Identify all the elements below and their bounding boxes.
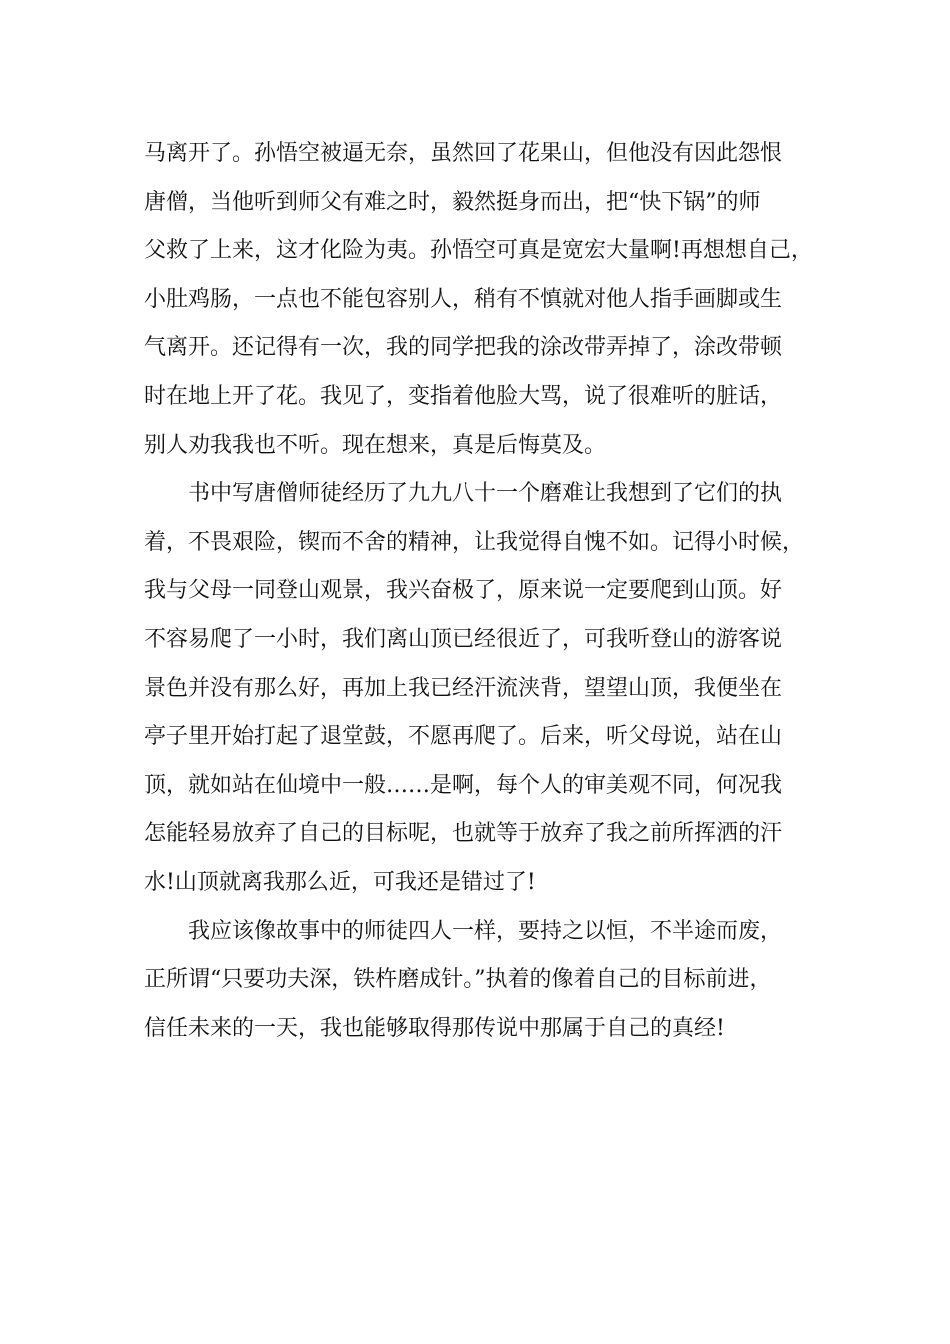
text-line: 马离开了。孙悟空被逼无奈，虽然回了花果山，但他没有因此怨恨: [144, 141, 783, 166]
text-line: 别人劝我我也不听。现在想来，真是后悔莫及。: [144, 432, 607, 458]
text-line: 着，不畏艰险，锲而不舍的精神，让我觉得自愧不如。记得小时候，: [144, 529, 805, 555]
text-line-indented: 书中写唐僧师徒经历了九九八十一个磨难让我想到了它们的执: [188, 481, 783, 507]
paragraph-2: [144, 470, 844, 907]
text-line: 时在地上开了花。我见了，变指着他脸大骂，说了很难听的脏话，: [144, 383, 783, 409]
text-line: 气离开。还记得有一次，我的同学把我的涂改带弄掉了，涂改带顿: [144, 335, 783, 361]
text-line: 景色并没有那么好，再加上我已经汗流浃背，望望山顶，我便坐在: [144, 675, 783, 701]
essay-body: [144, 130, 844, 1053]
text-line: 亭子里开始打起了退堂鼓，不愿再爬了。后来，听父母说，站在山: [144, 724, 783, 750]
paragraph-1: [144, 130, 844, 470]
paragraph-3: [144, 908, 844, 1054]
text-line: 唐僧，当他听到师父有难之时，毅然挺身而出，把“快下锅”的师: [144, 189, 761, 215]
text-line-indented: 我应该像故事中的师徒四人一样，要持之以恒，不半途而废，: [188, 918, 783, 944]
text-line: 顶，就如站在仙境中一般……是啊，每个人的审美观不同，何况我: [144, 772, 783, 798]
text-line: 水!山顶就离我那么近，可我还是错过了!: [144, 869, 536, 895]
text-line: 不容易爬了一小时，我们离山顶已经很近了，可我听登山的游客说: [144, 626, 783, 652]
text-line: 信任未来的一天，我也能够取得那传说中那属于自己的真经!: [144, 1015, 725, 1041]
text-line: 怎能轻易放弃了自己的目标呢，也就等于放弃了我之前所挥洒的汗: [144, 821, 783, 847]
text-line: 正所谓“只要功夫深，铁杵磨成针。”执着的像着自己的目标前进，: [144, 967, 772, 993]
text-line: 我与父母一同登山观景，我兴奋极了，原来说一定要爬到山顶。好: [144, 578, 783, 604]
text-line: 小肚鸡肠，一点也不能包容别人，稍有不慎就对他人指手画脚或生: [144, 286, 783, 312]
text-line: 父救了上来，这才化险为夷。孙悟空可真是宽宏大量啊!再想想自己，: [144, 238, 813, 264]
